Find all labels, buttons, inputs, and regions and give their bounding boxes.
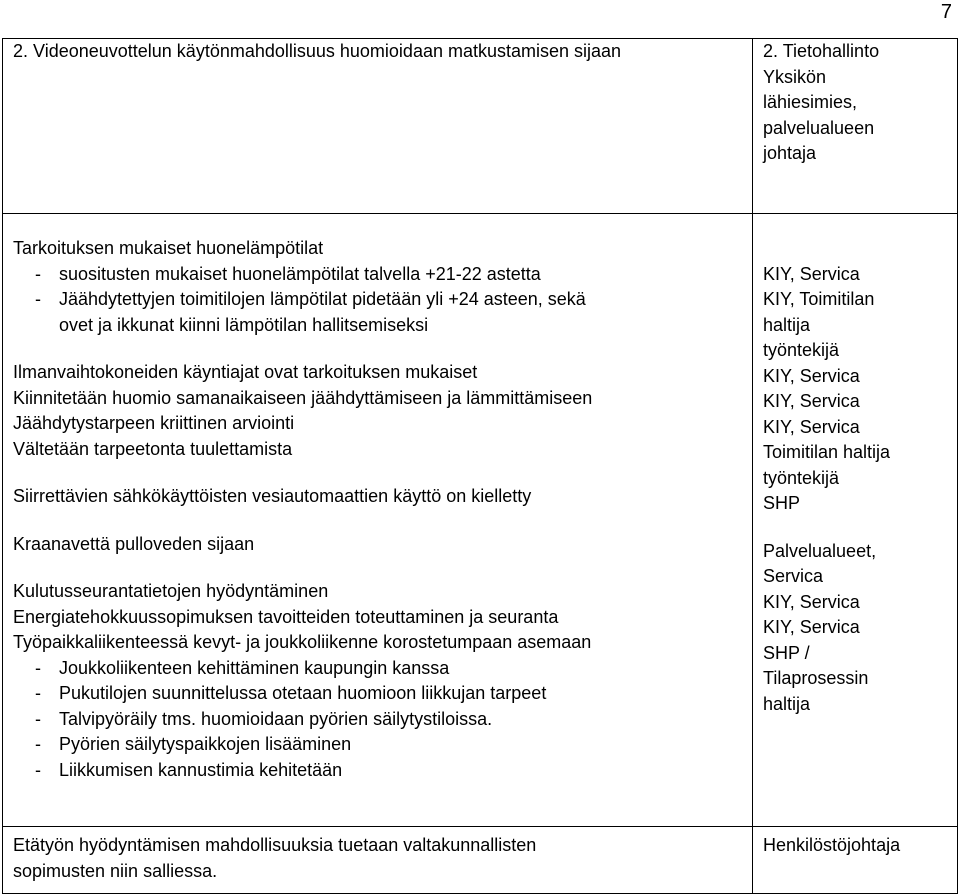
measure-line: Siirrettävien sähkökäyttöisten vesiautomaattien käyttö on kielletty <box>13 486 532 506</box>
responsible-line: työntekijä <box>763 340 840 360</box>
measure-line: Kulutusseurantatietojen hyödyntäminen <box>13 581 329 601</box>
responsible-line: KIY, Servica <box>763 263 860 284</box>
measures-table <box>2 38 958 894</box>
page-number: 7 <box>940 1 952 23</box>
measure-line: Ilmanvaihtokoneiden käyntiajat ovat tarkoituksen mukaiset <box>13 362 478 382</box>
measures-cell <box>3 214 753 827</box>
measure-line: Etätyön hyödyntämisen mahdollisuuksia tuetaan valtakunnallisten <box>13 835 537 855</box>
header-left-cell <box>3 39 753 214</box>
table-row <box>3 39 958 214</box>
header-right-line: 2. Tietohallinto <box>763 41 880 61</box>
list-item: - Joukkoliikenteen kehittäminen kaupungin kanssa <box>35 657 450 678</box>
responsible-line: haltija <box>763 693 811 714</box>
header-right-line: johtaja <box>763 143 817 163</box>
list-item: - Pyörien säilytyspaikkojen lisääminen <box>35 734 352 754</box>
remote-work-responsible-cell <box>753 827 958 894</box>
responsible-line: Tilaprosessin <box>763 668 869 688</box>
measure-line: Työpaikkaliikenteessä kevyt- ja joukkoliikenne korostetumpaan asemaan <box>13 632 592 652</box>
responsible-line: työntekijä <box>763 467 840 488</box>
responsible-line: haltija <box>763 314 811 335</box>
measure-line: sopimusten niin salliessa. <box>13 860 218 881</box>
header-right-cell <box>753 39 958 214</box>
responsible-line: KIY, Servica <box>763 365 860 386</box>
measure-line: Vältetään tarpeetonta tuulettamista <box>13 438 293 459</box>
header-right-line: lähiesimies, <box>763 92 858 112</box>
responsible-line: SHP / <box>763 642 810 663</box>
responsible-line: Servica <box>763 566 824 586</box>
measure-line: Kraanavettä pulloveden sijaan <box>13 533 255 554</box>
responsible-line: KIY, Servica <box>763 391 860 411</box>
responsible-line: SHP <box>763 493 801 513</box>
header-left-text: 2. Videoneuvottelun käytönmahdollisuus huomioidaan matkustamisen sijaan <box>13 41 622 61</box>
responsible-line: Henkilöstöjohtaja <box>763 835 901 855</box>
responsible-cell <box>753 214 958 827</box>
list-item: - Pukutilojen suunnittelussa otetaan huomioon liikkujan tarpeet <box>35 683 547 703</box>
responsible-line: Toimitilan haltija <box>763 442 891 462</box>
header-right-line: palvelualueen <box>763 117 875 138</box>
list-item: - Jäähdytettyjen toimitilojen lämpötilat pidetään yli +24 asteen, sekä <box>35 289 586 309</box>
header-right-line: Yksikön <box>763 66 827 87</box>
responsible-line: Palvelualueet, <box>763 540 877 561</box>
responsible-line: KIY, Toimitilan <box>763 289 875 309</box>
measure-line: Jäähdytystarpeen kriittinen arviointi <box>13 413 295 433</box>
table-row <box>3 214 958 827</box>
list-item: - suositusten mukaiset huonelämpötilat talvella +21-22 astetta <box>35 263 541 284</box>
group-title: Tarkoituksen mukaiset huonelämpötilat <box>13 238 324 258</box>
measure-line: Energiatehokkuussopimuksen tavoitteiden toteuttaminen ja seuranta <box>13 606 559 627</box>
responsible-line: KIY, Servica <box>763 591 860 612</box>
responsible-line: KIY, Servica <box>763 617 860 637</box>
responsible-line: KIY, Servica <box>763 416 860 437</box>
measure-line: Kiinnitetään huomio samanaikaiseen jäähdyttämiseen ja lämmittämiseen <box>13 387 593 408</box>
table-row <box>3 827 958 894</box>
list-item-continuation: ovet ja ikkunat kiinni lämpötilan hallitsemiseksi <box>59 314 429 335</box>
list-item: - Liikkumisen kannustimia kehitetään <box>35 759 343 780</box>
remote-work-cell <box>3 827 753 894</box>
list-item: - Talvipyöräily tms. huomioidaan pyörien säilytystiloissa. <box>35 708 493 729</box>
